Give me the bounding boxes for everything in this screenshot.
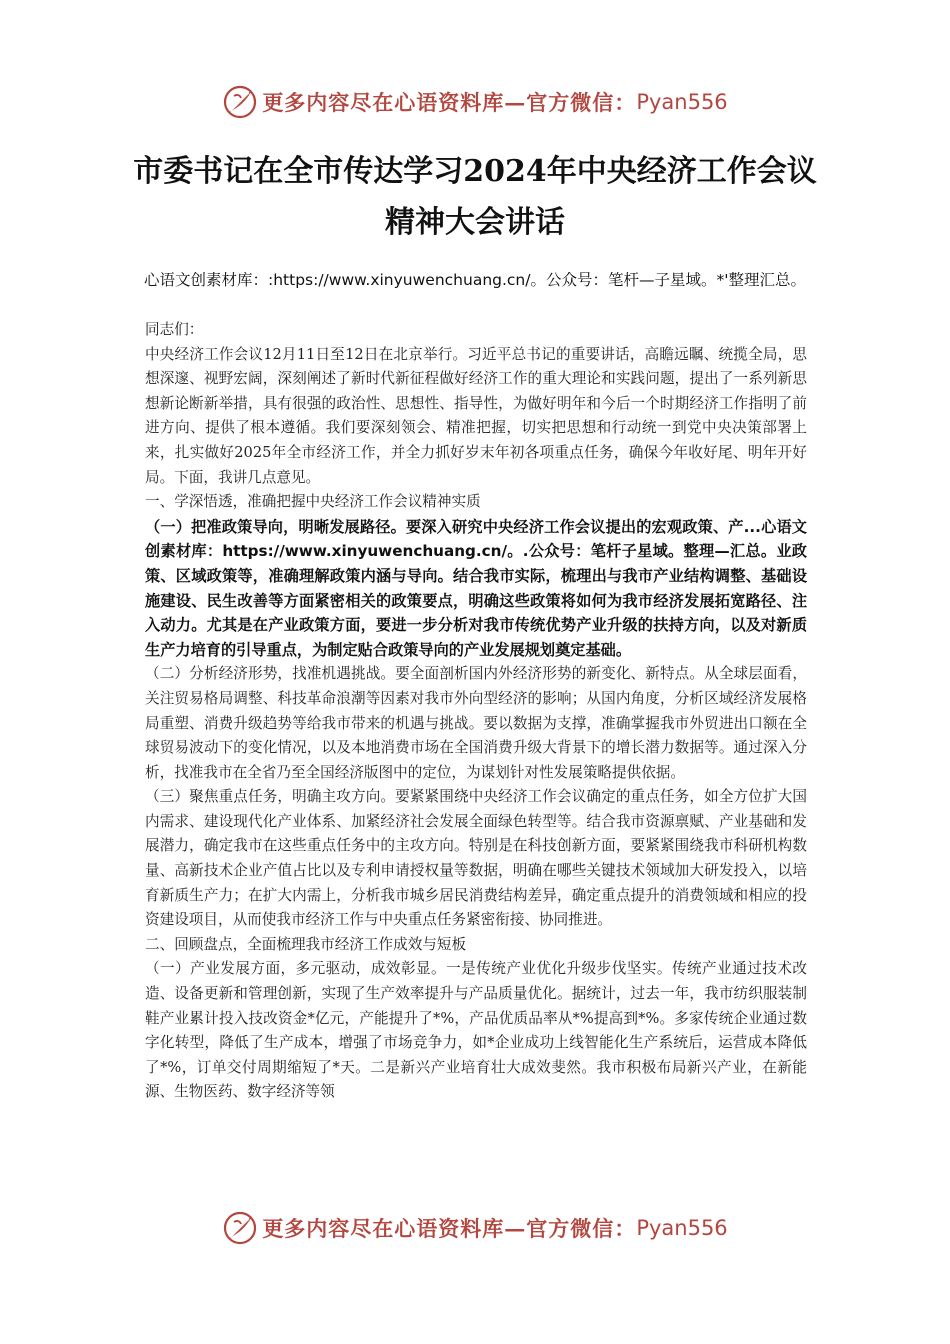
section-heading: 二、回顾盘点，全面梳理我市经济工作成效与短板 <box>145 935 467 953</box>
banner-wechat-id: Pyan556 <box>636 1216 728 1240</box>
paragraph-highlighted: （一）把准政策导向，明晰发展路径。要深入研究中央经济工作会议提出的宏观政策、产...心语文创素材库：https://www.xinyuwenchuang.cn/。.公众号：笔杆子星域。整理—汇总。业政策、区域政策等，准确理解政策内涵与导向。结合我市实际，梳理出与我市产业结构调整、基础设施建设、民生改善等方面紧密相关的政策要点，明确这些政策将如何为我市经济发展拓宽路径、注入动力。尤其是在产业政策方面，要进一步分析对我市传统优势产业升级的扶持方向，以及对新质生产力培育的引导重点，为制定贴合政策导向的产业发展规划奠定基础。 <box>145 517 807 659</box>
banner-text: 更多内容尽在心语资料库—官方微信： <box>262 1216 637 1241</box>
paragraph: （三）聚焦重点任务，明确主攻方向。要紧紧围绕中央经济工作会议确定的重点任务，如全方位扩大国内需求、建设现代化产业体系、加紧经济社会发展全面绿色转型等。结合我市资源禀赋、产业基础和发展潜力，确定我市在这些重点任务中的主攻方向。特别是在科技创新方面，要紧紧围绕我市科研机构数量、高新技术企业产值占比以及专利申请授权量等数据，明确在哪些关键技术领域加大研发投入，以培育新质生产力；在扩大内需上，分析我市城乡居民消费结构差异，确定重点提升的消费领域和相应的投资建设项目，从而使我市经济工作与中央重点任务紧密衔接、协同推进。 <box>145 788 807 929</box>
leaf-quill-logo-icon <box>222 84 258 120</box>
title-line-1: 市委书记在全市传达学习2024年中央经济工作会议 <box>133 154 817 189</box>
source-note: 心语文创素材库：:https://www.xinyuwenchuang.cn/。公众号：笔杆—子星域。*'整理汇总。 <box>144 271 806 289</box>
salutation: 同志们： <box>145 321 204 338</box>
title-line-2: 精神大会讲话 <box>385 205 565 240</box>
footer-banner <box>0 1208 950 1248</box>
paragraph: 中央经济工作会议12月11日至12日在北京举行。习近平总书记的重要讲话，高瞻远瞩、统揽全局，思想深邃、视野宏阔，深刻阐述了新时代新征程做好经济工作的重大理论和实践问题，提出了一系列新思想新论断新举措，具有很强的政治性、思想性、指导性，为做好明年和今后一个时期经济工作指明了前进方向、提供了根本遵循。我们要深刻领会、精准把握，切实把思想和行动统一到党中央决策部署上来，扎实做好2025年全市经济工作，并全力抓好岁末年初各项重点任务，确保今年收好尾、明年开好局。下面，我讲几点意见。 <box>145 345 807 486</box>
paragraph: （一）产业发展方面，多元驱动，成效彰显。一是传统产业优化升级步伐坚实。传统产业通过技术改造、设备更新和管理创新，实现了生产效率提升与产品质量优化。据统计，过去一年，我市纺织服装制鞋产业累计投入技改资金*亿元，产能提升了*%，产品优质品率从*%提高到*%。多家传统企业通过数字化转型，降低了生产成本，增强了市场竞争力，如*企业成功上线智能化生产系统后，运营成本降低了*%，订单交付周期缩短了*天。二是新兴产业培育壮大成效斐然。我市积极布局新兴产业，在新能源、生物医药、数字经济等领 <box>145 960 807 1101</box>
banner-wechat-id: Pyan556 <box>636 90 728 114</box>
section-heading: 一、学深悟透，准确把握中央经济工作会议精神实质 <box>145 493 481 511</box>
paragraph: （二）分析经济形势，找准机遇挑战。要全面剖析国内外经济形势的新变化、新特点。从全球层面看，关注贸易格局调整、科技革命浪潮等因素对我市外向型经济的影响；从国内角度，分析区域经济发展格局重塑、消费升级趋势等给我市带来的机遇与挑战。要以数据为支撑，准确掌握我市外贸进出口额在全球贸易波动下的变化情况，以及本地消费市场在全国消费升级大背景下的增长潜力数据等。通过深入分析，找准我市在全省乃至全国经济版图中的定位，为谋划针对性发展策略提供依据。 <box>145 665 807 781</box>
banner-text: 更多内容尽在心语资料库—官方微信： <box>262 90 637 115</box>
page-title <box>100 146 850 248</box>
header-banner <box>0 82 950 122</box>
document-body <box>145 318 807 1105</box>
leaf-quill-logo-icon <box>222 1210 258 1246</box>
